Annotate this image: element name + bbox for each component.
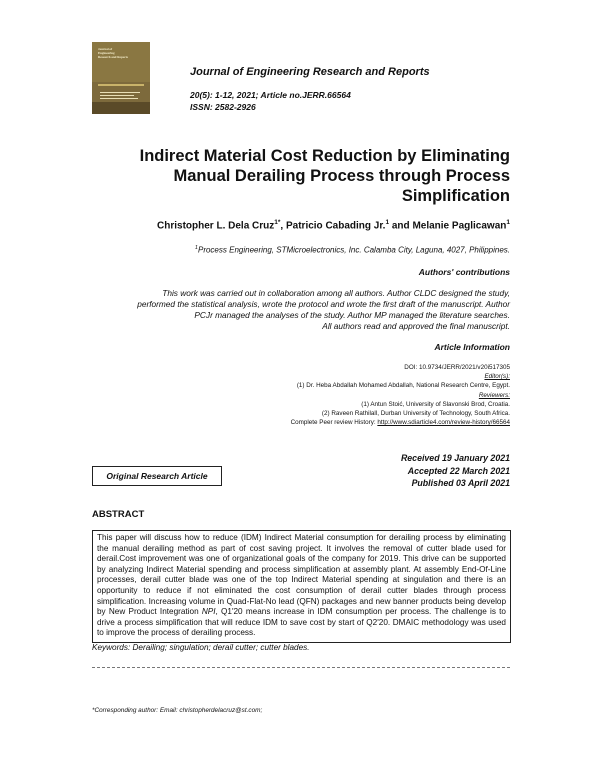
author-affiliation: $^1$Process Engineering, STMicroelectronics, Inc. Calamba City, Laguna, 4027, Philippines. bbox=[194, 245, 510, 255]
author-affiliation-mark: 1 bbox=[506, 219, 510, 226]
reviewer-entry: (2) Raveen Rathilall, Durban University of Technology, South Africa. bbox=[321, 410, 510, 418]
reviewers-label: Reviewers: bbox=[478, 391, 510, 399]
keywords: Keywords: Derailing; singulation; derail cutter; cutter blades. bbox=[92, 643, 310, 652]
abstract-text: This paper will discuss how to reduce (IDM) Indirect Material consumption for derailing process by eliminating the manual derailing method as part of cost saving project. It involves the removal of cutter blade used for derail.Cost improvement was one of organizational goals of the company for 2019. This drive can be supported by analyzing Indirect Material spending and process simplification at assembly plant. At assembly End-Of-Line processes, derail cutter blade was one of the top Indirect Material spending at singulation and there is an opportunity to reduce if not eliminated the cost consumption of derail cutter blades through process simplification. Increasing volume in Quad-Flat-No lead (QFN) packages and new banner products being develop by New Product Integration NPI, Q1'20 means increase in IDM consumption per process. The challenge is to drive a process simplification that will reduce IDM to save cost by start of Q2'20. DMAIC methodology was used to improve the process of derailing process. bbox=[92, 530, 511, 643]
abstract-heading: ABSTRACT bbox=[92, 509, 145, 520]
accepted-date: Accepted 22 March 2021 bbox=[407, 465, 510, 476]
author-name: Christopher L. Dela Cruz bbox=[157, 220, 275, 232]
article-info-heading: Article Information bbox=[434, 342, 510, 352]
author-affiliation-mark: 1* bbox=[274, 219, 281, 226]
author-affiliation-mark: 1 bbox=[385, 219, 390, 226]
editor-entry: (1) Dr. Heba Abdallah Mohamed Abdallah, National Research Centre, Egypt. bbox=[296, 382, 510, 390]
review-history: Complete Peer review History: http://www.sdiarticle4.com/review-history/66564 bbox=[290, 419, 510, 427]
contributions-heading: Authors' contributions bbox=[418, 267, 510, 277]
editors-label: Editor(s): bbox=[484, 373, 510, 381]
footnote-divider bbox=[92, 667, 510, 668]
journal-name: Journal of Engineering Research and Reports bbox=[190, 66, 430, 78]
cover-title: Journal of Engineering Research and Reports bbox=[98, 47, 129, 59]
author-list: Christopher L. Dela Cruz$^{1*}$, Patricio Cabading Jr.$^1$ and Melanie Paglicawan$^1$ bbox=[157, 219, 510, 232]
author-name: Patricio Cabading Jr. bbox=[285, 220, 386, 232]
article-info-block bbox=[110, 363, 510, 427]
journal-issn: ISSN: 2582-2926 bbox=[190, 102, 256, 112]
received-date: Received 19 January 2021 bbox=[400, 453, 510, 463]
contributions-text: This work was carried out in collaboration among all authors. Author CLDC designed the study, performed the statistical analysis, wrote the protocol and wrote the first draft of the manuscript. Author PCJr managed the analyses of the study. Author MP managed the literature searches. All authors read and approved the final manuscript. bbox=[137, 288, 510, 331]
paper-title: Indirect Material Cost Reduction by Eliminating Manual Derailing Process through Process Simplification bbox=[139, 147, 510, 205]
reviewer-entry: (1) Antun Stoić, University of Slavonski Brod, Croatia. bbox=[361, 400, 510, 408]
publication-dates bbox=[401, 452, 510, 490]
doi: DOI: 10.9734/JERR/2021/v20i517305 bbox=[404, 364, 510, 371]
journal-volume: 20(5): 1-12, 2021; Article no.JERR.66564 bbox=[190, 90, 351, 100]
journal-cover-image bbox=[92, 42, 150, 114]
author-name: Melanie Paglicawan bbox=[412, 220, 507, 232]
review-history-link[interactable]: http://www.sdiarticle4.com/review-history/66564 bbox=[377, 419, 510, 427]
corresponding-author-footnote: *Corresponding author: Email: christopherdelacruz@st.com; bbox=[92, 707, 263, 714]
article-type-badge: Original Research Article bbox=[92, 466, 222, 486]
published-date: Published 03 April 2021 bbox=[411, 478, 510, 488]
